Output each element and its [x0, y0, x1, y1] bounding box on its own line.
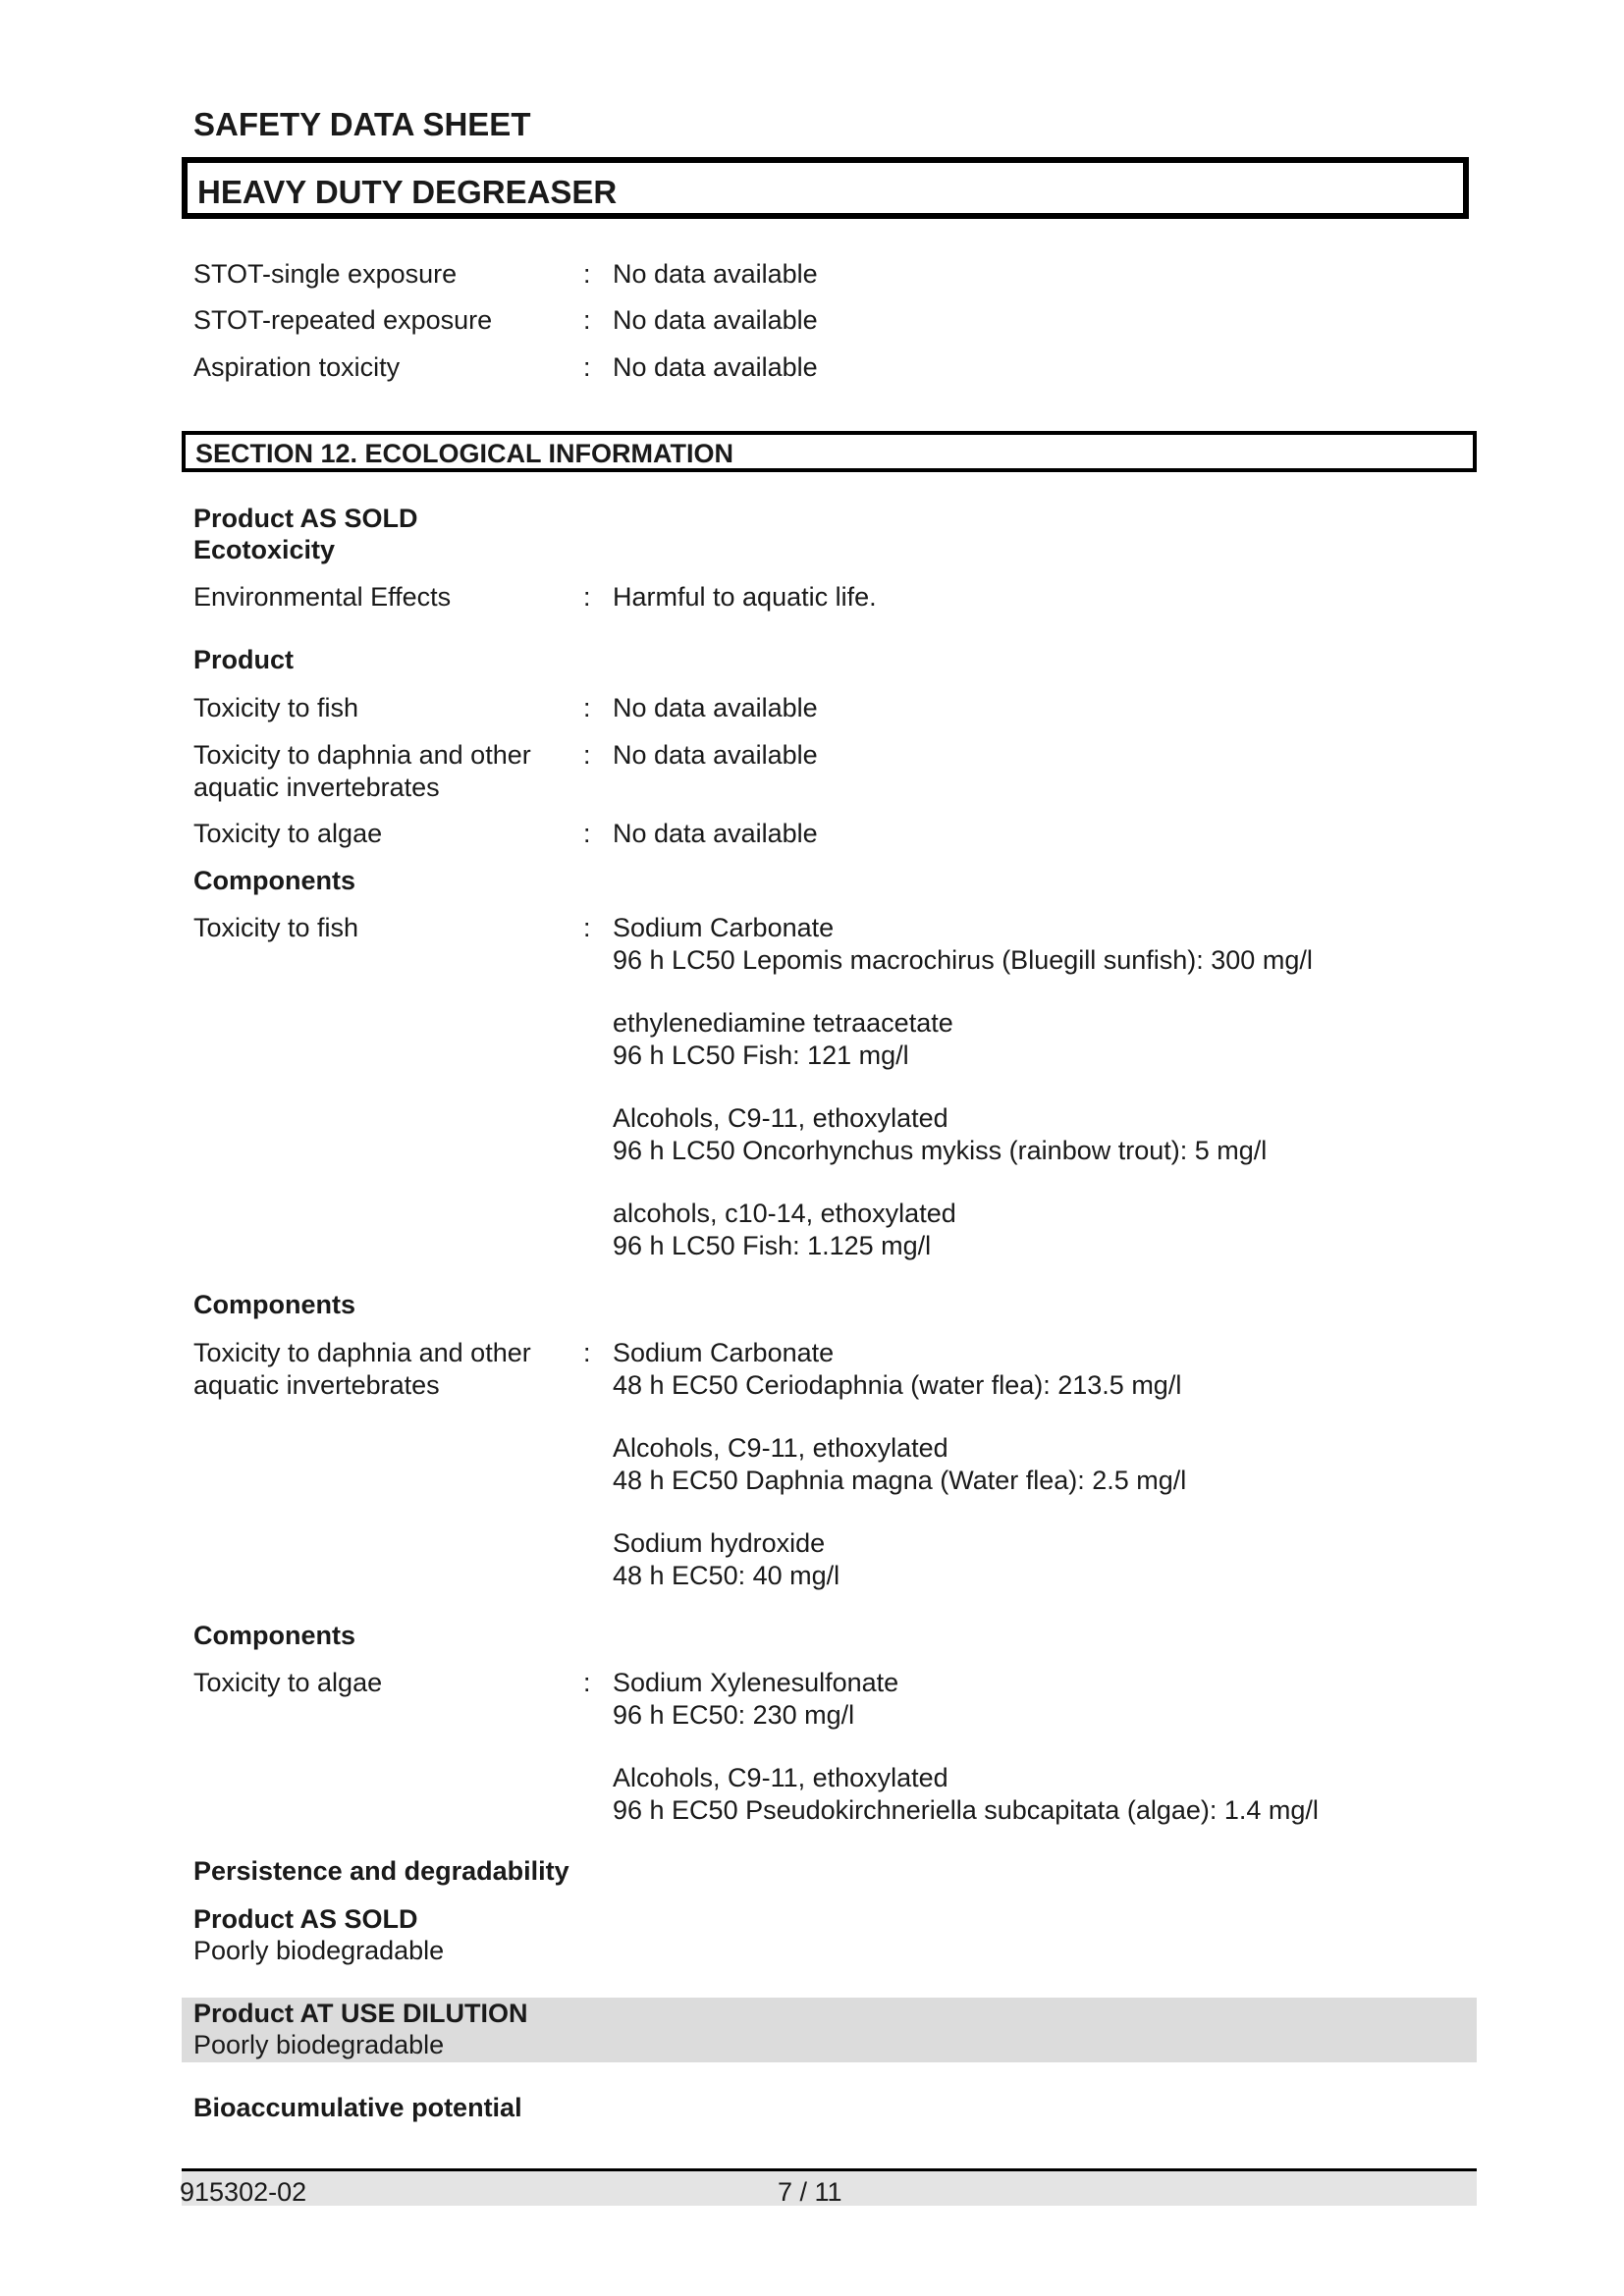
component-detail: 96 h LC50 Fish: 1.125 mg/l — [613, 1231, 932, 1260]
persistence-use-dilution-heading: Product AT USE DILUTION — [193, 1999, 528, 2028]
bioaccumulative-heading: Bioaccumulative potential — [193, 2093, 522, 2122]
document-title: SAFETY DATA SHEET — [193, 106, 531, 142]
component-name: alcohols, c10-14, ethoxylated — [613, 1199, 956, 1228]
tox-row-value: No data available — [613, 259, 818, 289]
component-name: ethylenediamine tetraacetate — [613, 1008, 953, 1038]
row-label-line: aquatic invertebrates — [193, 1370, 440, 1400]
component-entry — [613, 1667, 1477, 1732]
components-heading: Components — [193, 1290, 355, 1319]
component-entry — [613, 1432, 1477, 1497]
row-value: No data available — [613, 693, 818, 722]
row-label: Environmental Effects — [193, 582, 452, 612]
component-name: Alcohols, C9-11, ethoxylated — [613, 1103, 948, 1133]
component-name: Alcohols, C9-11, ethoxylated — [613, 1433, 948, 1463]
separator-colon: : — [583, 740, 591, 770]
component-detail: 48 h EC50 Ceriodaphnia (water flea): 213.5 mg/l — [613, 1370, 1182, 1400]
row-label — [193, 739, 567, 804]
row-label-line: Toxicity to daphnia and other — [193, 740, 531, 770]
tox-row-label: Aspiration toxicity — [193, 352, 401, 382]
row-value: No data available — [613, 740, 818, 770]
persistence-as-sold-value: Poorly biodegradable — [193, 1936, 445, 1965]
as-sold-heading: Product AS SOLD — [193, 504, 418, 533]
component-detail: 48 h EC50 Daphnia magna (Water flea): 2.5 mg/l — [613, 1466, 1187, 1495]
component-entry — [613, 1198, 1477, 1262]
section-title: SECTION 12. ECOLOGICAL INFORMATION — [195, 439, 734, 468]
product-name: HEAVY DUTY DEGREASER — [197, 174, 618, 210]
component-entry — [613, 1762, 1477, 1827]
row-label: Toxicity to fish — [193, 693, 359, 722]
separator-colon: : — [583, 693, 591, 722]
component-detail: 96 h EC50 Pseudokirchneriella subcapitata (algae): 1.4 mg/l — [613, 1795, 1319, 1825]
persistence-as-sold-heading: Product AS SOLD — [193, 1904, 418, 1934]
row-label: Toxicity to fish — [193, 913, 359, 942]
component-name: Sodium hydroxide — [613, 1528, 826, 1558]
component-name: Sodium Carbonate — [613, 913, 835, 942]
component-list — [613, 912, 1477, 1262]
separator-colon: : — [583, 1668, 591, 1697]
tox-row-value: No data available — [613, 352, 818, 382]
component-detail: 96 h LC50 Oncorhynchus mykiss (rainbow trout): 5 mg/l — [613, 1136, 1268, 1165]
ecotoxicity-heading: Ecotoxicity — [193, 535, 336, 564]
row-value: Harmful to aquatic life. — [613, 582, 877, 612]
persistence-heading: Persistence and degradability — [193, 1856, 569, 1886]
separator-colon: : — [583, 352, 591, 382]
component-name: Alcohols, C9-11, ethoxylated — [613, 1763, 948, 1792]
component-entry — [613, 1102, 1477, 1167]
footer-page-number: 7 / 11 — [778, 2177, 842, 2207]
component-entry — [613, 1337, 1477, 1402]
component-entry — [613, 1527, 1477, 1592]
component-detail: 96 h EC50: 230 mg/l — [613, 1700, 855, 1730]
row-label: Toxicity to algae — [193, 819, 383, 848]
tox-row-label: STOT-single exposure — [193, 259, 458, 289]
tox-row-value: No data available — [613, 305, 818, 335]
component-list — [613, 1667, 1477, 1827]
components-heading: Components — [193, 1621, 355, 1650]
persistence-use-dilution-value: Poorly biodegradable — [193, 2030, 445, 2059]
separator-colon: : — [583, 819, 591, 848]
component-name: Sodium Carbonate — [613, 1338, 835, 1367]
component-list — [613, 1337, 1477, 1592]
row-label-line: Toxicity to daphnia and other — [193, 1338, 531, 1367]
separator-colon: : — [583, 582, 591, 612]
tox-row-label: STOT-repeated exposure — [193, 305, 493, 335]
separator-colon: : — [583, 305, 591, 335]
components-heading: Components — [193, 866, 355, 895]
product-heading: Product — [193, 645, 295, 674]
footer-document-id: 915302-02 — [180, 2177, 307, 2207]
component-name: Sodium Xylenesulfonate — [613, 1668, 899, 1697]
component-entry — [613, 1007, 1477, 1072]
component-detail: 96 h LC50 Fish: 121 mg/l — [613, 1041, 909, 1070]
component-entry — [613, 912, 1477, 977]
row-label-line: aquatic invertebrates — [193, 773, 440, 802]
component-detail: 96 h LC50 Lepomis macrochirus (Bluegill sunfish): 300 mg/l — [613, 945, 1313, 975]
row-label — [193, 1337, 567, 1402]
row-label: Toxicity to algae — [193, 1668, 383, 1697]
component-detail: 48 h EC50: 40 mg/l — [613, 1561, 840, 1590]
separator-colon: : — [583, 259, 591, 289]
section-12-header — [182, 431, 1477, 472]
separator-colon: : — [583, 1338, 591, 1367]
row-value: No data available — [613, 819, 818, 848]
separator-colon: : — [583, 913, 591, 942]
product-name-box — [182, 157, 1469, 219]
